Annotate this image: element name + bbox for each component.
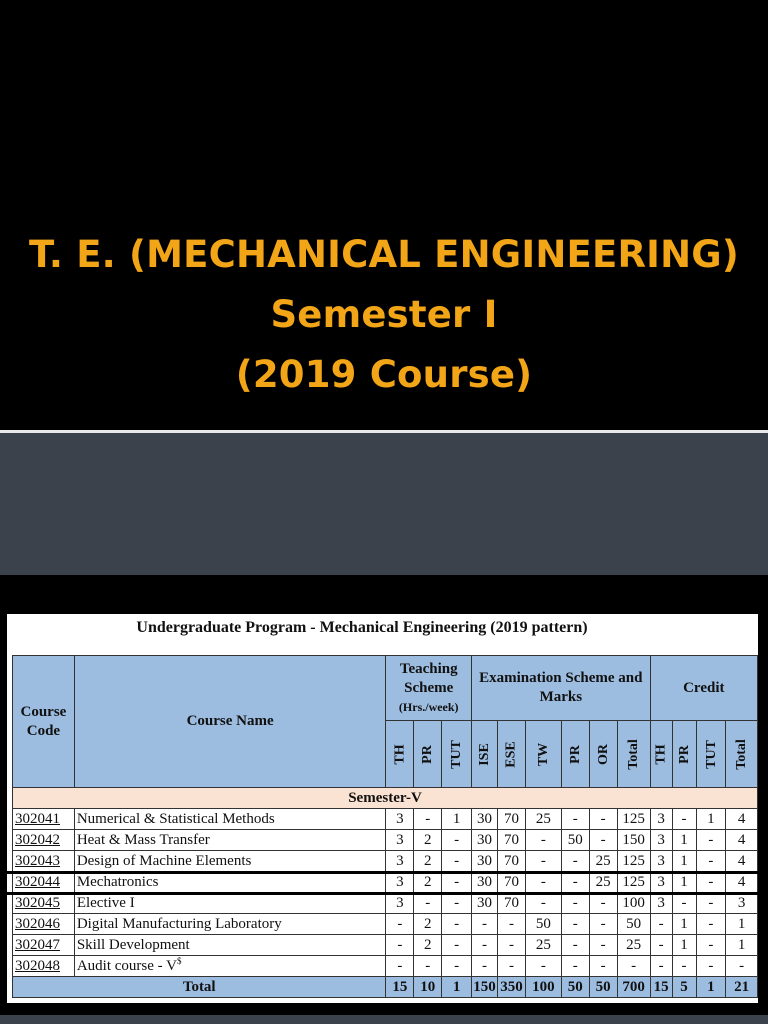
- total-etotal: 700: [617, 977, 650, 998]
- course-name: Design of Machine Elements: [74, 851, 386, 872]
- header-course-name: Course Name: [74, 656, 386, 788]
- title-line-1: T. E. (MECHANICAL ENGINEERING): [29, 233, 739, 276]
- cell-cpr: -: [672, 809, 696, 830]
- total-tw: 100: [525, 977, 561, 998]
- cell-ise: -: [472, 914, 498, 935]
- cell-ctut: -: [696, 830, 726, 851]
- table-row: [13, 830, 758, 851]
- cell-tut: -: [442, 956, 472, 977]
- cell-cpr: 1: [672, 851, 696, 872]
- table-row: [13, 893, 758, 914]
- table-row: [13, 809, 758, 830]
- col-credit-pr: PR: [672, 721, 696, 788]
- cell-ctotal: -: [726, 956, 758, 977]
- cell-etotal: 125: [617, 851, 650, 872]
- col-teaching-th: TH: [386, 721, 414, 788]
- cell-epr: 50: [561, 830, 589, 851]
- cell-epr: -: [561, 893, 589, 914]
- total-ese: 350: [497, 977, 525, 998]
- col-credit-total: Total: [726, 721, 758, 788]
- cell-etotal: -: [617, 956, 650, 977]
- cell-tut: -: [442, 914, 472, 935]
- cell-or: -: [589, 809, 617, 830]
- cell-etotal: 125: [617, 809, 650, 830]
- cell-th: 3: [386, 809, 414, 830]
- col-exam-total: Total: [617, 721, 650, 788]
- footnote-marker: $: [176, 955, 182, 966]
- cell-ctut: -: [696, 935, 726, 956]
- total-pr: 10: [414, 977, 442, 998]
- cell-tw: 25: [525, 935, 561, 956]
- total-label: Total: [13, 977, 386, 998]
- cell-tw: 25: [525, 809, 561, 830]
- cell-th: 3: [386, 893, 414, 914]
- total-epr: 50: [561, 977, 589, 998]
- cell-ise: -: [472, 935, 498, 956]
- document-heading: Undergraduate Program - Mechanical Engineering (2019 pattern): [136, 619, 588, 636]
- cell-ise: 30: [472, 872, 498, 893]
- col-teaching-pr: PR: [414, 721, 442, 788]
- total-row: [13, 977, 758, 998]
- cell-pr: 2: [414, 851, 442, 872]
- cell-cpr: -: [672, 956, 696, 977]
- header-credit: Credit: [650, 656, 757, 721]
- cell-th: 3: [386, 851, 414, 872]
- cell-etotal: 150: [617, 830, 650, 851]
- course-name: Numerical & Statistical Methods: [74, 809, 386, 830]
- cell-th: -: [386, 914, 414, 935]
- cell-pr: 2: [414, 935, 442, 956]
- col-exam-ise: ISE: [472, 721, 498, 788]
- table-row: [13, 851, 758, 872]
- cell-ese: -: [497, 956, 525, 977]
- cell-cth: -: [650, 956, 672, 977]
- total-cth: 15: [650, 977, 672, 998]
- cell-cth: -: [650, 914, 672, 935]
- cell-cth: 3: [650, 851, 672, 872]
- cell-pr: 2: [414, 830, 442, 851]
- total-ctut: 1: [696, 977, 726, 998]
- total-ctotal: 21: [726, 977, 758, 998]
- cell-ese: 70: [497, 851, 525, 872]
- cell-ise: -: [472, 956, 498, 977]
- cell-etotal: 100: [617, 893, 650, 914]
- course-code-link[interactable]: 302043: [13, 851, 75, 872]
- cell-ctut: -: [696, 914, 726, 935]
- cell-pr: 2: [414, 914, 442, 935]
- cell-tw: -: [525, 893, 561, 914]
- col-exam-ese: ESE: [497, 721, 525, 788]
- total-tut: 1: [442, 977, 472, 998]
- col-credit-th: TH: [650, 721, 672, 788]
- cell-ese: -: [497, 935, 525, 956]
- cell-epr: -: [561, 809, 589, 830]
- cell-or: 25: [589, 851, 617, 872]
- cell-ctotal: 4: [726, 851, 758, 872]
- bottom-strip: [0, 1015, 768, 1024]
- header-course-code: Course Code: [13, 656, 75, 788]
- cell-ctotal: 4: [726, 830, 758, 851]
- course-code-link[interactable]: 302042: [13, 830, 75, 851]
- course-code-link[interactable]: 302047: [13, 935, 75, 956]
- course-name: Heat & Mass Transfer: [74, 830, 386, 851]
- cell-pr: -: [414, 809, 442, 830]
- cell-pr: -: [414, 893, 442, 914]
- col-teaching-tut: TUT: [442, 721, 472, 788]
- title-slide: [0, 0, 768, 430]
- cell-tw: 50: [525, 914, 561, 935]
- cell-ctut: -: [696, 956, 726, 977]
- table-panel: [0, 575, 768, 1015]
- col-exam-or: OR: [589, 721, 617, 788]
- cell-ctotal: 3: [726, 893, 758, 914]
- cell-tw: -: [525, 830, 561, 851]
- col-exam-pr: PR: [561, 721, 589, 788]
- cell-ese: 70: [497, 809, 525, 830]
- total-or: 50: [589, 977, 617, 998]
- cell-cpr: 1: [672, 914, 696, 935]
- cell-ise: 30: [472, 851, 498, 872]
- cell-ctotal: 1: [726, 935, 758, 956]
- cell-tut: -: [442, 893, 472, 914]
- cell-cth: 3: [650, 830, 672, 851]
- cell-ese: 70: [497, 893, 525, 914]
- cell-cpr: 1: [672, 935, 696, 956]
- cell-th: 3: [386, 872, 414, 893]
- cell-epr: -: [561, 956, 589, 977]
- scheme-document: [7, 614, 758, 1003]
- title-line-2: Semester I: [270, 293, 498, 336]
- cell-tw: -: [525, 956, 561, 977]
- cell-ese: 70: [497, 830, 525, 851]
- cell-cpr: -: [672, 893, 696, 914]
- course-name: Skill Development: [74, 935, 386, 956]
- cell-ise: 30: [472, 893, 498, 914]
- cell-tw: -: [525, 851, 561, 872]
- course-name: Mechatronics: [74, 872, 386, 893]
- cell-tut: -: [442, 851, 472, 872]
- cell-or: -: [589, 893, 617, 914]
- cell-or: -: [589, 914, 617, 935]
- cell-epr: -: [561, 914, 589, 935]
- header-exam-scheme: Examination Scheme and Marks: [472, 656, 651, 721]
- title-line-3: (2019 Course): [235, 353, 533, 396]
- cell-tut: -: [442, 935, 472, 956]
- cell-ctut: -: [696, 851, 726, 872]
- cell-cpr: 1: [672, 830, 696, 851]
- cell-etotal: 50: [617, 914, 650, 935]
- cell-tut: 1: [442, 809, 472, 830]
- table-row: [13, 914, 758, 935]
- total-th: 15: [386, 977, 414, 998]
- cell-ctotal: 4: [726, 872, 758, 893]
- cell-ese: -: [497, 914, 525, 935]
- scheme-table: [12, 655, 758, 998]
- total-ise: 150: [472, 977, 498, 998]
- cell-epr: -: [561, 851, 589, 872]
- cell-cth: -: [650, 935, 672, 956]
- table-row: [13, 872, 758, 893]
- cell-ise: 30: [472, 830, 498, 851]
- table-row: [13, 935, 758, 956]
- cell-ctut: 1: [696, 809, 726, 830]
- course-code-link[interactable]: 302045: [13, 893, 75, 914]
- course-name: Digital Manufacturing Laboratory: [74, 914, 386, 935]
- total-cpr: 5: [672, 977, 696, 998]
- cell-cth: 3: [650, 893, 672, 914]
- course-code-link[interactable]: 302046: [13, 914, 75, 935]
- cell-epr: -: [561, 935, 589, 956]
- header-teaching-scheme: Teaching Scheme (Hrs./week): [386, 656, 472, 721]
- grey-band: [0, 433, 768, 575]
- cell-or: 25: [589, 872, 617, 893]
- course-code-link[interactable]: 302041: [13, 809, 75, 830]
- cell-ctut: -: [696, 893, 726, 914]
- cell-tut: -: [442, 872, 472, 893]
- cell-cpr: 1: [672, 872, 696, 893]
- course-code-link[interactable]: 302048: [13, 956, 75, 977]
- cell-etotal: 25: [617, 935, 650, 956]
- cell-th: -: [386, 956, 414, 977]
- cell-epr: -: [561, 872, 589, 893]
- cell-tw: -: [525, 872, 561, 893]
- cell-ctut: -: [696, 872, 726, 893]
- cell-or: -: [589, 830, 617, 851]
- table-row: [13, 956, 758, 977]
- cell-cth: 3: [650, 872, 672, 893]
- course-name: Audit course - V$: [74, 956, 386, 977]
- cell-th: 3: [386, 830, 414, 851]
- col-credit-tut: TUT: [696, 721, 726, 788]
- cell-ise: 30: [472, 809, 498, 830]
- course-code-link[interactable]: 302044: [13, 872, 75, 893]
- cell-ctotal: 1: [726, 914, 758, 935]
- cell-pr: -: [414, 956, 442, 977]
- cell-or: -: [589, 956, 617, 977]
- cell-th: -: [386, 935, 414, 956]
- semester-label: Semester-V: [13, 788, 758, 809]
- course-name: Elective I: [74, 893, 386, 914]
- cell-cth: 3: [650, 809, 672, 830]
- cell-ctotal: 4: [726, 809, 758, 830]
- cell-ese: 70: [497, 872, 525, 893]
- cell-etotal: 125: [617, 872, 650, 893]
- col-exam-tw: TW: [525, 721, 561, 788]
- cell-pr: 2: [414, 872, 442, 893]
- cell-or: -: [589, 935, 617, 956]
- cell-tut: -: [442, 830, 472, 851]
